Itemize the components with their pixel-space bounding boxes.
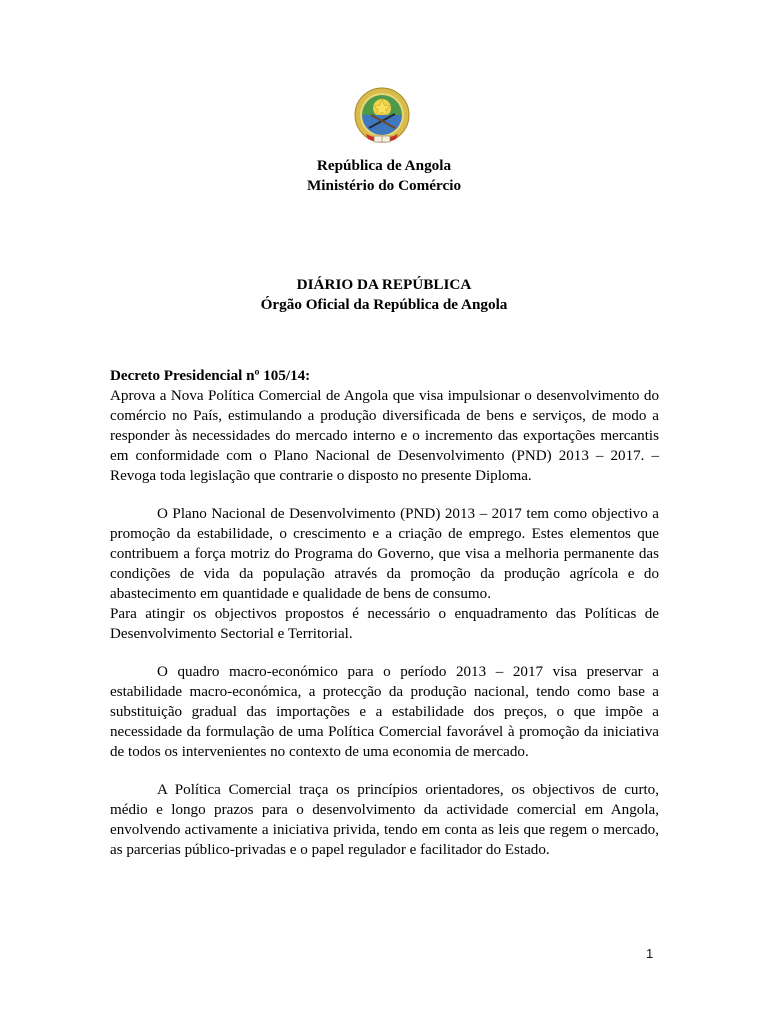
gazette-title: DIÁRIO DA REPÚBLICA: [296, 276, 472, 293]
angola-coat-of-arms-icon: [352, 84, 412, 150]
paragraph-objectives: Para atingir os objectivos propostos é necessário o enquadramento das Políticas de Desenvolvimento Sectorial e Territorial.: [110, 606, 659, 642]
document-body: [110, 366, 659, 860]
page-number: 1: [646, 946, 654, 961]
issuer-header: [110, 156, 658, 196]
decree-heading: Decreto Presidencial nº 105/14:: [110, 368, 311, 384]
gazette-header: [110, 275, 658, 315]
paragraph-macro-economic: O quadro macro-económico para o período 2013 – 2017 visa preservar a estabilidade macro-económica, a protecção da produção nacional, tendo como base a substituição gradual das importações e a estabilidade dos preços, o que impõe a necessidade da formulação de uma Política Comercial favorável à promoção da iniciativa de todos os intervenientes no contexto de uma economia de mercado.: [110, 664, 659, 760]
paragraph-commercial-policy: A Política Comercial traça os princípios orientadores, os objectivos de curto, médio e longo prazos para o desenvolvimento da actividade comercial em Angola, envolvendo activamente a iniciativa privida, tendo em conta as leis que regem o mercado, as parcerias público-privadas e o papel regulador e facilitador do Estado.: [110, 782, 659, 858]
ministry-name: Ministério do Comércio: [306, 177, 462, 194]
gazette-subtitle: Órgão Oficial da República de Angola: [260, 296, 508, 313]
decree-summary: Aprova a Nova Política Comercial de Angola que visa impulsionar o desenvolvimento do comércio no País, estimulando a produção diversificada de bens e serviços, de modo a responder às necessidades do mercado interno e o incremento das exportações mercantis em conformidade com o Plano Nacional de Desenvolvimento (PND) 2013 – 2017. – Revoga toda legislação que contrarie o disposto no presente Diploma.: [110, 388, 659, 484]
paragraph-pnd: O Plano Nacional de Desenvolvimento (PND) 2013 – 2017 tem como objectivo a promoção da estabilidade, o crescimento e a criação de emprego. Estes elementos que contribuem a força motriz do Programa do Governo, que visa a melhoria permanente das condições de vida da população através da promoção da produção agrícola e do abastecimento em quantidade e qualidade de bens de consumo.: [110, 506, 659, 602]
republic-name: República de Angola: [316, 157, 452, 174]
